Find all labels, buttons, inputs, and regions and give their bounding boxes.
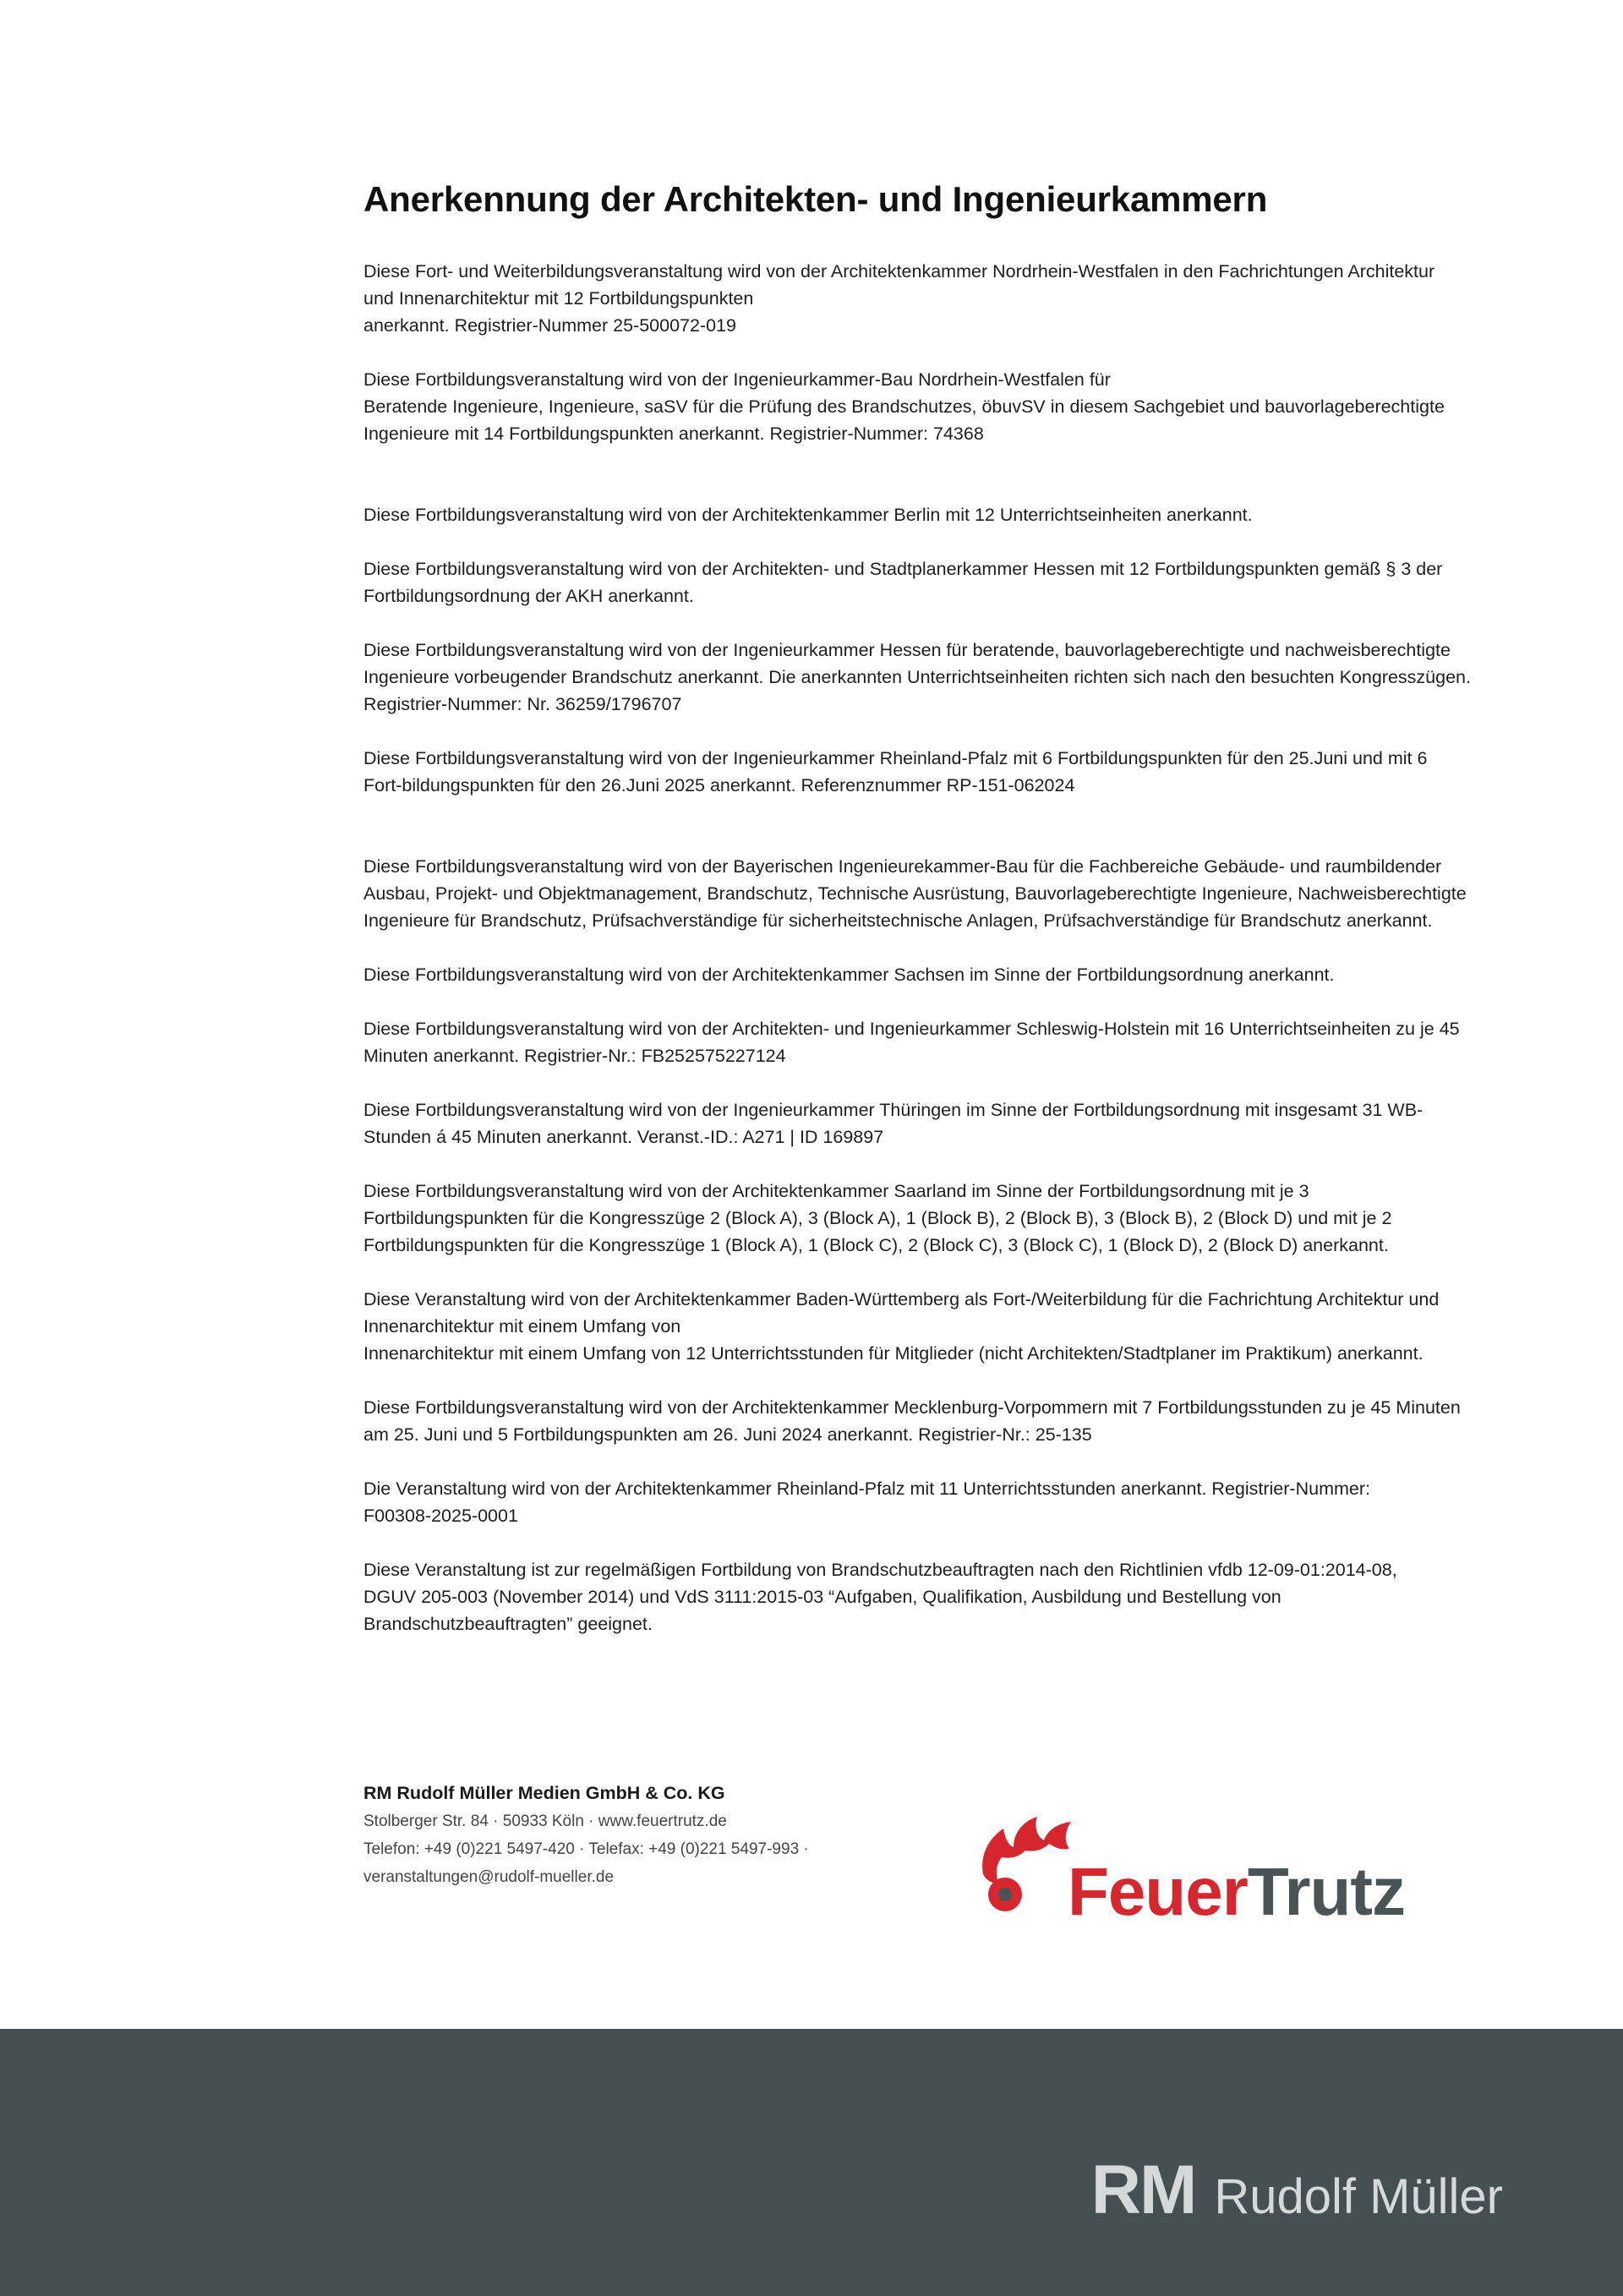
footer-band: [0, 2029, 1623, 2296]
paragraph-ik-rlp: Diese Fortbildungsveranstaltung wird von der Ingenieurkammer Rheinland-Pfalz mit 6 Fortbildungspunkten für den 25.Juni und mit 6 Fort-bildungspunkten für den 26.Juni 2025 anerkannt. Referenznummer RP-151-062024: [363, 748, 1428, 795]
paragraph-aik-sh: Diese Fortbildungsveranstaltung wird von der Architekten- und Ingenieurkammer Schleswig-Holstein mit 16 Unterrichtseinheiten zu je 45 Minuten anerkannt. Registrier-Nr.: FB252575227124: [363, 1019, 1460, 1066]
paragraph-ak-bw: Diese Veranstaltung wird von der Architektenkammer Baden-Württemberg als Fort-/Weiterbildung für die Fachrichtung Architektur und Innenarchitektur mit einem Umfang von Innenarchitektur mit einem Umfang von 12 Unterrichtsstunden für Mitglieder (nicht Architekten/Stadtplaner im Praktikum) anerkannt.: [363, 1289, 1440, 1364]
company-name: RM Rudolf Müller Medien GmbH & Co. KG: [363, 1783, 725, 1803]
paragraph-ak-rlp: Die Veranstaltung wird von der Architektenkammer Rheinland-Pfalz mit 11 Unterrichtsstunden anerkannt. Registrier-Nummer: F00308-2025-0001: [363, 1479, 1370, 1526]
feuertrutz-logo: [976, 1813, 1407, 1923]
logo-word-feuer: Feuer: [1068, 1854, 1248, 1923]
recognition-text: [363, 258, 1513, 1637]
company-contact: [363, 1779, 809, 1891]
paragraph-ikbau-nrw: Diese Fortbildungsveranstaltung wird von der Ingenieurkammer-Bau Nordrhein-Westfalen für Beratende Ingenieure, Ingenieure, saSV für die Prüfung des Brandschutzes, öbuvSV in diesem Sachgebiet und bauvorlageberechtigte Ingenieure mit 14 Fortbildungspunkten anerkannt. Registrier-Nummer: 74368: [363, 369, 1445, 444]
page-title: Anerkennung der Architekten- und Ingenieurkammern: [363, 179, 1268, 219]
paragraph-ik-thueringen: Diese Fortbildungsveranstaltung wird von der Ingenieurkammer Thüringen im Sinne der Fortbildungsordnung mit insgesamt 31 WB- Stunden á 45 Minuten anerkannt. Veranst.-ID.: A271 | ID 169897: [363, 1100, 1424, 1147]
paragraph-akh-hessen: Diese Fortbildungsveranstaltung wird von der Architekten- und Stadtplanerkammer Hessen mit 12 Fortbildungspunkten gemäß § 3 der Fortbildungsordnung der AKH anerkannt.: [363, 559, 1443, 606]
paragraph-brandschutzbeauftragte: Diese Veranstaltung ist zur regelmäßigen Fortbildung von Brandschutzbeauftragten nach den Richtlinien vfdb 12-09-01:2014-08, DGUV 205-003 (November 2014) und VdS 3111:2015-03 “Aufgaben, Qualifikation, Ausbildung und Bestellung von Brandschutzbeauftragten” geeignet.: [363, 1560, 1397, 1634]
paragraph-ak-mv: Diese Fortbildungsveranstaltung wird von der Architektenkammer Mecklenburg-Vorpommern mit 7 Fortbildungsstunden zu je 45 Minuten am 25. Juni und 5 Fortbildungspunkten am 26. Juni 2024 anerkannt. Registrier-Nr.: 25-135: [363, 1397, 1461, 1445]
rudolf-mueller-logo: [1090, 2151, 1503, 2228]
rm-mark: RM: [1090, 2151, 1196, 2228]
svg-text:FeuerTrutz: [1068, 1854, 1405, 1923]
logo-word-trutz: Trutz: [1247, 1854, 1405, 1923]
rm-name: Rudolf Müller: [1214, 2169, 1503, 2224]
paragraph-bayika: Diese Fortbildungsveranstaltung wird von der Bayerischen Ingenieurekammer-Bau für die Fachbereiche Gebäude- und raumbildender Ausbau, Projekt- und Objektmanagement, Brandschutz, Technische Ausrüstung, Bauvorlageberechtigte Ingenieure, Nachweisberechtigte Ingenieure für Brandschutz, Prüfsachverständige für sicherheitstechnische Anlagen, Prüfsachverständige für Brandschutz anerkannt.: [363, 856, 1467, 931]
paragraph-ak-saarland: Diese Fortbildungsveranstaltung wird von der Architektenkammer Saarland im Sinne der Fortbildungsordnung mit je 3 Fortbildungspunkten für die Kongresszüge 2 (Block A), 3 (Block A), 1 (Block B), 2 (Block B), 3 (Block B), 2 (Block D) und mit je 2 Fortbildungspunkten für die Kongresszüge 1 (Block A), 1 (Block C), 2 (Block C), 3 (Block C), 1 (Block D), 2 (Block D) anerkannt.: [363, 1181, 1392, 1255]
flame-icon: [982, 1817, 1071, 1911]
paragraph-ak-sachsen: Diese Fortbildungsveranstaltung wird von der Architektenkammer Sachsen im Sinne der Fortbildungsordnung anerkannt.: [363, 965, 1335, 985]
company-email: veranstaltungen@rudolf-mueller.de: [363, 1868, 615, 1886]
company-phone: Telefon: +49 (0)221 5497-420 · Telefax: +49 (0)221 5497-993 ·: [363, 1840, 809, 1858]
paragraph-aknw: Diese Fort- und Weiterbildungsveranstaltung wird von der Architektenkammer Nordrhein-Westfalen in den Fachrichtungen Architektur und Innenarchitektur mit 12 Fortbildungspunkten anerkannt. Registrier-Nummer 25-500072-019: [363, 261, 1435, 336]
company-address: Stolberger Str. 84 · 50933 Köln · www.feuertrutz.de: [363, 1812, 727, 1830]
paragraph-ak-berlin: Diese Fortbildungsveranstaltung wird von der Architektenkammer Berlin mit 12 Unterrichtseinheiten anerkannt.: [363, 505, 1253, 525]
paragraph-ik-hessen: Diese Fortbildungsveranstaltung wird von der Ingenieurkammer Hessen für beratende, bauvorlageberechtigte und nachweisberechtigte Ingenieure vorbeugender Brandschutz anerkannt. Die anerkannten Unterrichtseinheiten richten sich nach den besuchten Kongresszügen. Registrier-Nummer: Nr. 36259/1796707: [363, 640, 1471, 714]
